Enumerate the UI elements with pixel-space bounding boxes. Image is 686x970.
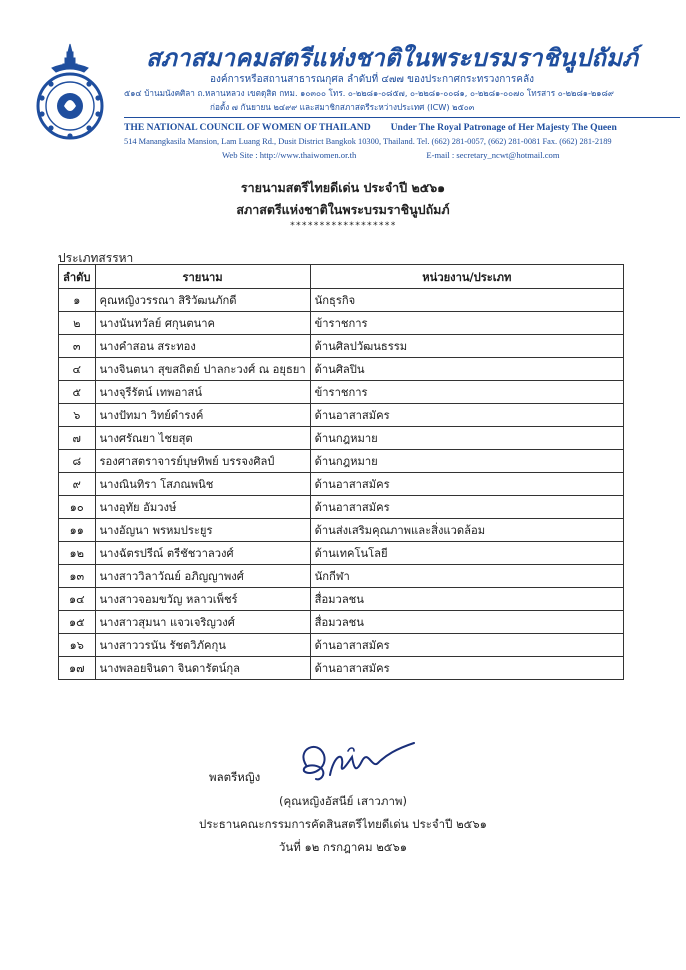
row-unit: สื่อมวลชน bbox=[310, 611, 623, 634]
row-number: ๗ bbox=[59, 427, 96, 450]
row-unit: ด้านอาสาสมัคร bbox=[310, 496, 623, 519]
registration-line: องค์การหรือสถานสาธารณกุศล ลำดับที่ ๔๗๗ ของประกาศกระทรวงการคลัง bbox=[210, 74, 534, 85]
row-unit: ด้านอาสาสมัคร bbox=[310, 657, 623, 680]
row-unit: ด้านกฎหมาย bbox=[310, 450, 623, 473]
row-number: ๑๕ bbox=[59, 611, 96, 634]
signatory-name: (คุณหญิงอัสนีย์ เสาวภาพ) bbox=[279, 794, 407, 808]
signatory-position: ประธานคณะกรรมการคัดสินสตรีไทยดีเด่น ประจำปี ๒๕๖๑ bbox=[199, 817, 487, 831]
header-unit: หน่วยงาน/ประเภท bbox=[310, 265, 623, 289]
table-row bbox=[59, 519, 624, 542]
contact-line bbox=[222, 150, 686, 160]
category-heading: ประเภทสรรหา bbox=[58, 251, 134, 265]
row-number: ๖ bbox=[59, 404, 96, 427]
table-row bbox=[59, 611, 624, 634]
table-row bbox=[59, 312, 624, 335]
table-header-row bbox=[59, 265, 624, 289]
table-row bbox=[59, 565, 624, 588]
document-title: รายนามสตรีไทยดีเด่น ประจำปี ๒๕๖๑ bbox=[240, 180, 446, 195]
table-row bbox=[59, 381, 624, 404]
table-row bbox=[59, 427, 624, 450]
row-name: คุณหญิงวรรณา สิริวัฒนภักดี bbox=[95, 289, 310, 312]
row-number: ๓ bbox=[59, 335, 96, 358]
table-row bbox=[59, 450, 624, 473]
organization-name-english bbox=[124, 122, 680, 133]
table-row bbox=[59, 335, 624, 358]
row-name: รองศาสตราจารย์บุษทิพย์ บรรจงศิลป์ bbox=[95, 450, 310, 473]
signatory-rank: พลตรีหญิง bbox=[209, 770, 261, 784]
row-name: นางสาวสุมนา แจวเจริญวงศ์ bbox=[95, 611, 310, 634]
english-org-name: THE NATIONAL COUNCIL OF WOMEN OF THAILAND bbox=[124, 122, 371, 133]
star-divider: ****************** bbox=[289, 221, 397, 231]
row-number: ๕ bbox=[59, 381, 96, 404]
email-link[interactable]: E-mail : secretary_ncwt@hotmail.com bbox=[426, 150, 560, 160]
row-number: ๘ bbox=[59, 450, 96, 473]
row-unit: ด้านกฎหมาย bbox=[310, 427, 623, 450]
row-name: นางศรัณยา ไชยสุต bbox=[95, 427, 310, 450]
row-number: ๑ bbox=[59, 289, 96, 312]
table-row bbox=[59, 496, 624, 519]
thai-address-line: ๕๑๔ บ้านมนังคศิลา ถ.หลานหลวง เขตดุสิต กทม. ๑๐๓๐๐ โทร. ๐-๒๒๘๑-๐๘๕๗, ๐-๒๒๘๑-๐๐๘๑, ๐-๒๒๘๑-๐๐๗๐ โทรสาร ๐-๒๒๘๑-๒๑๘๙ bbox=[124, 88, 614, 98]
row-name: นางสาวจอมขวัญ หลาวเพ็ชร์ bbox=[95, 588, 310, 611]
row-name: นางคำสอน สระทอง bbox=[95, 335, 310, 358]
roster-table bbox=[58, 264, 624, 680]
row-unit: นักกีฬา bbox=[310, 565, 623, 588]
row-number: ๙ bbox=[59, 473, 96, 496]
row-name: นางอัญนา พรหมประยูร bbox=[95, 519, 310, 542]
emblem-logo bbox=[22, 42, 118, 142]
row-number: ๑๒ bbox=[59, 542, 96, 565]
document-subtitle: สภาสตรีแห่งชาติในพระบรมราชินูปถัมภ์ bbox=[236, 202, 450, 217]
english-address-line: 514 Manangkasila Mansion, Lam Luang Rd., Dusit District Bangkok 10300, Thailand. Tel. (662) 281-0057, (662) 281-0081 Fax. (662) 281-2189 bbox=[124, 137, 612, 146]
website-link[interactable]: Web Site : http://www.thaiwomen.or.th bbox=[222, 150, 357, 160]
table-row bbox=[59, 542, 624, 565]
row-name: นางปัทมา วิทย์ดำรงค์ bbox=[95, 404, 310, 427]
row-number: ๑๖ bbox=[59, 634, 96, 657]
organization-name-thai: สภาสมาคมสตรีแห่งชาติในพระบรมราชินูปถัมภ์ bbox=[146, 43, 638, 72]
row-number: ๑๗ bbox=[59, 657, 96, 680]
row-unit: นักธุรกิจ bbox=[310, 289, 623, 312]
header-name: รายนาม bbox=[95, 265, 310, 289]
row-number: ๑๔ bbox=[59, 588, 96, 611]
table-row bbox=[59, 657, 624, 680]
row-name: นางจุรีรัตน์ เทพอาสน์ bbox=[95, 381, 310, 404]
row-number: ๑๐ bbox=[59, 496, 96, 519]
table-row bbox=[59, 358, 624, 381]
signature-date: วันที่ ๑๒ กรกฎาคม ๒๕๖๑ bbox=[278, 840, 408, 854]
handwritten-signature bbox=[292, 735, 422, 797]
table-row bbox=[59, 634, 624, 657]
row-number: ๑๓ bbox=[59, 565, 96, 588]
row-unit: ด้านอาสาสมัคร bbox=[310, 634, 623, 657]
row-number: ๒ bbox=[59, 312, 96, 335]
row-unit: ด้านอาสาสมัคร bbox=[310, 473, 623, 496]
header-order: ลำดับ bbox=[59, 265, 96, 289]
row-unit: ด้านอาสาสมัคร bbox=[310, 404, 623, 427]
row-number: ๑๑ bbox=[59, 519, 96, 542]
table-row bbox=[59, 473, 624, 496]
row-name: นางอุทัย อัมวงษ์ bbox=[95, 496, 310, 519]
letterhead-rule bbox=[124, 117, 680, 118]
table-row bbox=[59, 404, 624, 427]
row-unit: ด้านเทคโนโลยี bbox=[310, 542, 623, 565]
row-unit: ข้าราชการ bbox=[310, 312, 623, 335]
row-unit: สื่อมวลชน bbox=[310, 588, 623, 611]
row-unit: ข้าราชการ bbox=[310, 381, 623, 404]
row-name: นางสาววิลาวัณย์ อภิญญาพงศ์ bbox=[95, 565, 310, 588]
table-row bbox=[59, 588, 624, 611]
founded-line: ก่อตั้ง ๗ กันยายน ๒๔๙๙ และสมาชิกสภาสตรีระหว่างประเทศ (ICW) ๒๕๐๓ bbox=[210, 102, 475, 112]
row-number: ๔ bbox=[59, 358, 96, 381]
row-name: นางนันทวัลย์ ศกุนตนาค bbox=[95, 312, 310, 335]
row-name: นางสาววรนัน รัชตวิภัคกุน bbox=[95, 634, 310, 657]
row-name: นางฉัตรปรีณ์ ตรีชัชวาลวงศ์ bbox=[95, 542, 310, 565]
row-name: นางจินตนา สุขสถิตย์ ปาลกะวงศ์ ณ อยุธยา bbox=[95, 358, 310, 381]
royal-patronage: Under The Royal Patronage of Her Majesty The Queen bbox=[390, 122, 617, 133]
table-row bbox=[59, 289, 624, 312]
row-unit: ด้านศิลปวัฒนธรรม bbox=[310, 335, 623, 358]
row-name: นางพลอยจินดา จินดารัตน์กุล bbox=[95, 657, 310, 680]
row-unit: ด้านส่งเสริมคุณภาพและสิ่งแวดล้อม bbox=[310, 519, 623, 542]
row-name: นางณินทิรา โสภณพนิช bbox=[95, 473, 310, 496]
table-body bbox=[59, 289, 624, 680]
row-unit: ด้านศิลปิน bbox=[310, 358, 623, 381]
